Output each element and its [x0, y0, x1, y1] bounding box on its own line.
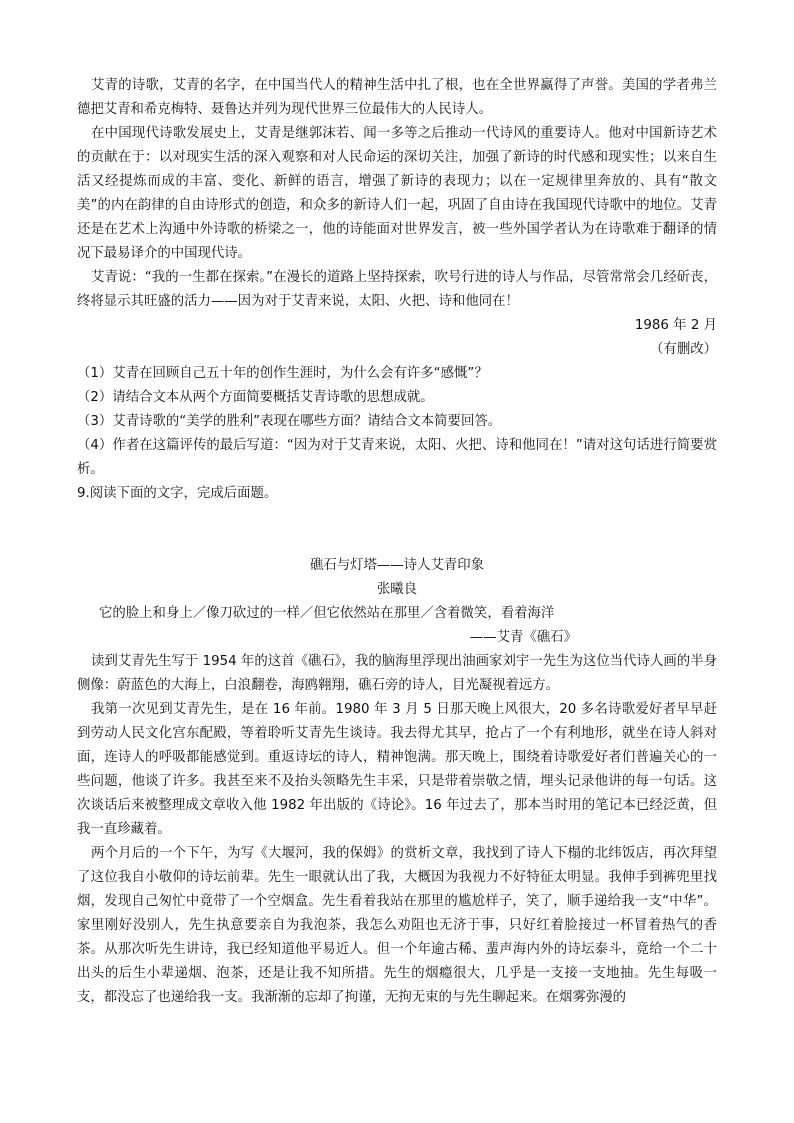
paragraph: 艾青说：“我的一生都在探索。”在漫长的道路上坚持探索，吹号行进的诗人与作品，尽管常常会几经斫丧，终将显示其旺盛的活力——因为对于艾青来说，太阳、火把、诗和他同在！	[77, 270, 717, 309]
question-2: （2）请结合文本从两个方面简要概括艾青诗歌的思想成就。	[77, 390, 434, 405]
paragraph: 读到艾青先生写于 1954 年的这首《礁石》，我的脑海里浮现出油画家刘宇一先生为这位当代诗人画的半身侧像：蔚蓝色的大海上，白浪翻卷，海鸥翱翔，礁石旁的诗人，目光凝视着远方。	[77, 654, 717, 693]
paragraph: 在中国现代诗歌发展史上，艾青是继郭沫若、闻一多等之后推动一代诗风的重要诗人。他对中国新诗艺术的贡献在于：以对现实生活的深入观察和对人民命运的深切关注，加强了新诗的时代感和现实性；以来自生活又经提炼而成的丰富、变化、新鲜的语言，增强了新诗的表现力；以在一定规律里奔放的、具有“散文美”的内在韵律的自由诗形式的创造，和众多的新诗人们一起，巩固了自由诗在我国现代诗歌中的地位。艾青还是在艺术上沟通中外诗歌的桥梁之一，他的诗能面对世界发言，被一些外国学者认为在诗歌难于翻译的情况下最易译介的中国现代诗。	[77, 126, 717, 261]
question-4: （4）作者在这篇评传的最后写道：“因为对于艾青来说，太阳、火把、诗和他同在！”请对这句话进行简要赏析。	[77, 438, 717, 477]
paragraph: 两个月后的一个下午，为写《大堰河，我的保姆》的赏析文章，我找到了诗人下榻的北纬饭店，再次拜望了这位我自小敬仰的诗坛前辈。先生一眼就认出了我，大概因为我视力不好特征太明显。我伸手到裤兜里找烟，发现自己匆忙中竟带了一个空烟盒。先生看着我站在那里的尴尬样子，笑了，顺手递给我一支“中华”。家里刚好没别人，先生执意要亲自为我泡茶，我怎么劝阻也无济于事，只好红着脸接过一杯冒着热气的香茶。从那次听先生讲诗，我已经知道他平易近人。但一个年逾古稀、蜚声海内外的诗坛泰斗，竟给一个二十出头的后生小辈递烟、泡茶，还是让我不知所措。先生的烟瘾很大，几乎是一支接一支地抽。先生每吸一支，都没忘了也递给我一支。我渐渐的忘却了拘谨，无拘无束的与先生聊起来。在烟雾弥漫的	[77, 846, 717, 1005]
document-page	[77, 74, 717, 1010]
paragraph: 我第一次见到艾青先生，是在 16 年前。1980 年 3 月 5 日那天晚上风很大，20 多名诗歌爱好者早早赶到劳动人民文化宫东配殿，等着聆听艾青先生谈诗。我去得尤其早，抢占了一个有利地形，就坐在诗人斜对面，连诗人的呼吸都能感觉到。重返诗坛的诗人，精神饱满。那天晚上，围绕着诗歌爱好者们普遍关心的一些问题，他谈了许多。我甚至来不及抬头领略先生丰采，只是带着崇敬之情，埋头记录他讲的每一句话。这次谈话后来被整理成文章收入他 1982 年出版的《诗论》。16 年过去了，那本当时用的笔记本已经泛黄，但我一直珍藏着。	[77, 702, 717, 837]
date-line: 1986 年 2 月	[634, 318, 717, 333]
paragraph: 艾青的诗歌，艾青的名字，在中国当代人的精神生活中扎了根，也在全世界赢得了声誉。美国的学者弗兰德把艾青和希克梅特、聂鲁达并列为现代世界三位最伟大的人民诗人。	[77, 78, 717, 117]
edit-note: （有删改）	[650, 342, 717, 357]
question-instruction: 9.阅读下面的文字，完成后面题。	[77, 486, 278, 501]
epigraph-source: ——艾青《礁石》	[469, 630, 577, 645]
epigraph: 它的脸上和身上／像刀砍过的一样／但它依然站在那里／含着微笑，看着海洋	[99, 606, 555, 621]
spacer	[77, 506, 717, 554]
question-3: （3）艾青诗歌的“美学的胜利”表现在哪些方面？请结合文本简要回答。	[77, 414, 502, 429]
question-1: （1）艾青在回顾自己五十年的创作生涯时，为什么会有许多“感慨”？	[77, 366, 488, 381]
article-author: 张曦良	[376, 582, 418, 597]
article-title: 礁石与灯塔——诗人艾青印象	[309, 558, 485, 573]
